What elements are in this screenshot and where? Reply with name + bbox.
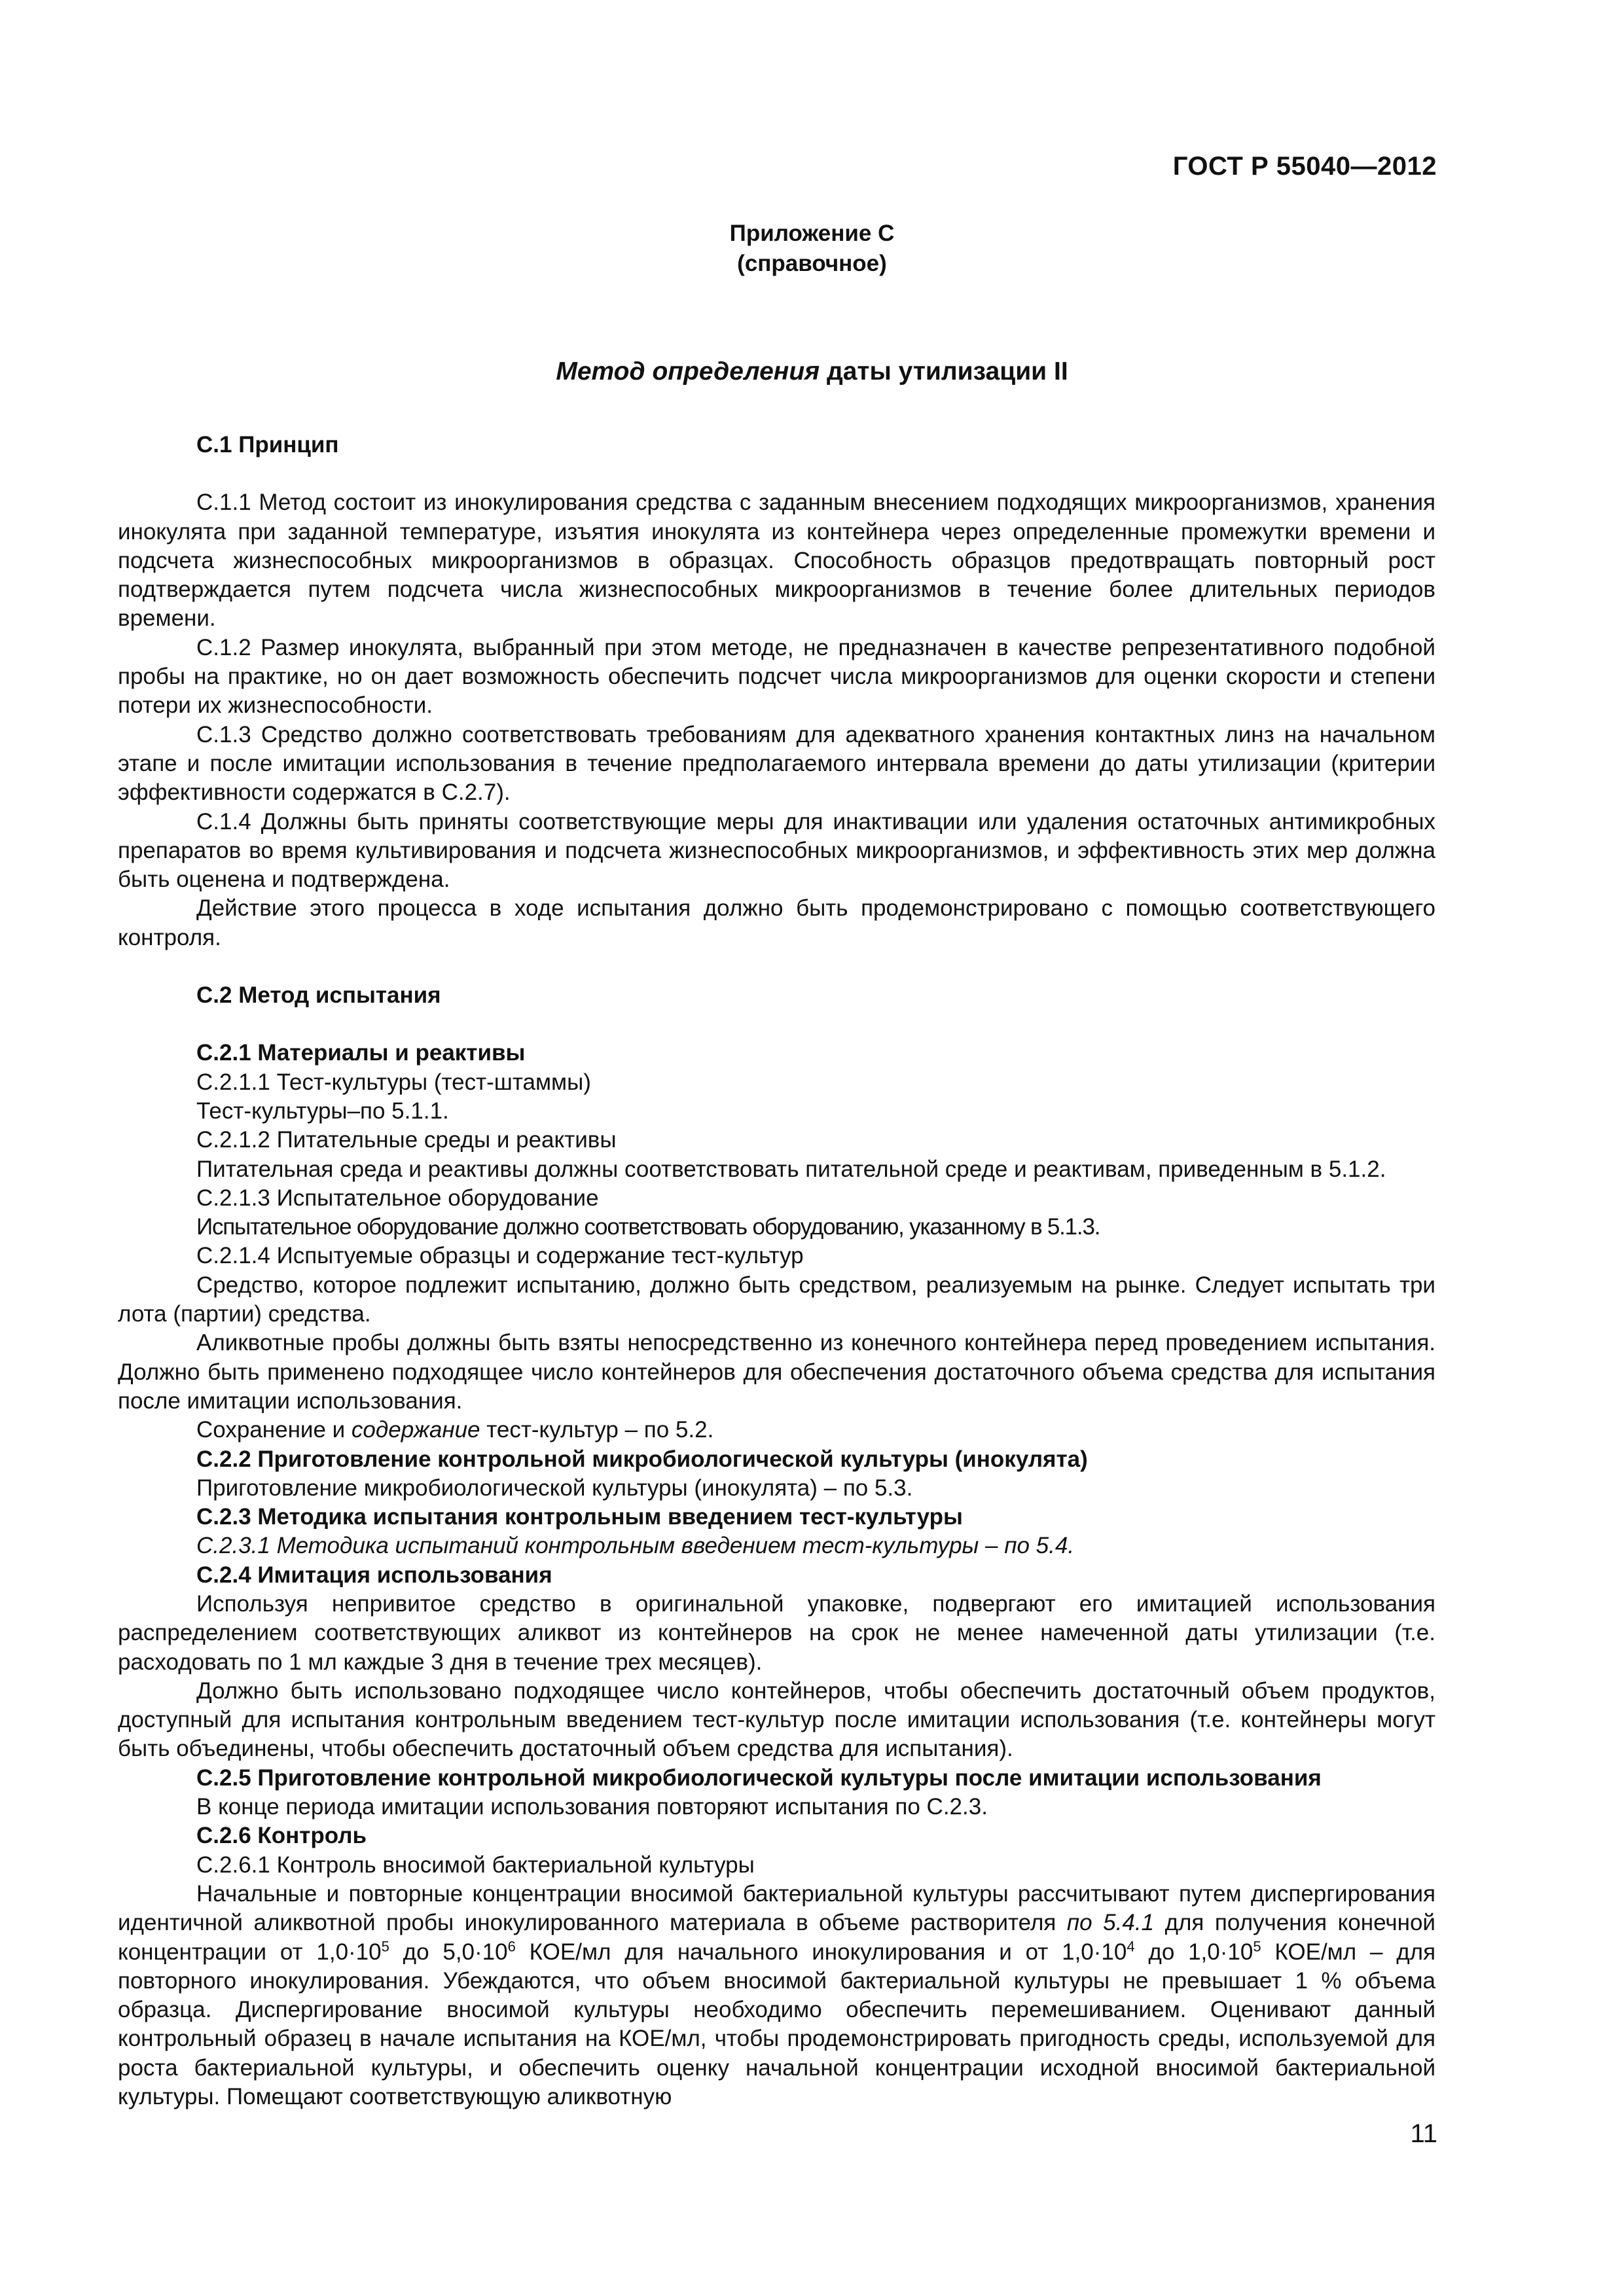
paragraph: С.1.1 Метод состоит из инокулирования средства с заданным внесением подходящих микроорганизмов, хранения инокулята при заданной температуре, изъятия инокулята из контейнера через определенные промежутки времени и подсчета жизнеспособных микроорганизмов в образцах. Способность образцов предотвращать повторный рост подтверждается путем подсчета числа жизнеспособных микроорганизмов в течение более длительных периодов времени. [118,490,1435,632]
section-heading: С.2 Метод испытания [196,982,441,1009]
appendix-type: (справочное) [737,251,887,276]
paragraph: С.1.2 Размер инокулята, выбранный при этом методе, не предназначен в качестве репрезентативного подобной пробы на практике, но он дает возможность обеспечить подсчет числа микроорганизмов для оценки скорости и степени потери их жизнеспособности. [118,634,1435,719]
section-heading: С.1 Принцип [196,432,339,457]
paragraph: Должно быть использовано подходящее число контейнеров, чтобы обеспечить достаточный объем продуктов, доступный для испытания контрольным введением тест-культур после имитации использования (т.е. контейнеры могут быть объединены, чтобы обеспечить достаточный объем средства для испытания). [118,1677,1435,1762]
title-rest: даты утилизации II [820,357,1068,386]
clause-heading: С.2.6.1 Контроль вносимой бактериальной культуры [196,1852,755,1878]
clause-heading: С.2.1.2 Питательные среды и реактивы [196,1127,617,1153]
appendix-label [0,219,1624,279]
clause-text: Приготовление микробиологической культуры (инокулята) – по 5.3. [196,1475,913,1501]
paragraph: Средство, которое подлежит испытанию, должно быть средством, реализуемым на рынке. Следует испытать три лота (партии) средства. [118,1272,1435,1327]
clause-heading: С.2.1.1 Тест-культуры (тест-штаммы) [196,1069,591,1095]
body-content [118,431,1435,2111]
subsection-heading: С.2.3 Методика испытания контрольным введением тест-культуры [196,1504,963,1530]
appendix-title [0,357,1624,386]
clause-text: С.2.3.1 Методика испытаний контрольным введением тест-культуры – по 5.4. [196,1533,1075,1559]
clause-heading: С.2.1.4 Испытуемые образцы и содержание тест-культур [196,1243,804,1269]
clause-heading: С.2.1.3 Испытательное оборудование [196,1185,599,1211]
title-italic-part: Метод определения [556,357,820,386]
document-code: ГОСТ Р 55040—2012 [1172,152,1437,181]
clause-text: Тест-культуры–по 5.1.1. [196,1098,449,1124]
clause-text: Сохранение и содержание тест-культур – по 5.2. [196,1417,714,1443]
paragraph: С.1.3 Средство должно соответствовать требованиям для адекватного хранения контактных линз на начальном этапе и после имитации использования в течение предполагаемого интервала времени до даты утилизации (критерии эффективности содержатся в С.2.7). [118,721,1435,806]
appendix-line: Приложение С [729,221,895,246]
subsection-heading: С.2.5 Приготовление контрольной микробиологической культуры после имитации использования [196,1765,1322,1791]
clause-text: В конце периода имитации использования повторяют испытания по С.2.3. [196,1794,988,1820]
paragraph: Аликвотные пробы должны быть взяты непосредственно из конечного контейнера перед проведением испытания. Должно быть применено подходящее число контейнеров для обеспечения достаточного объема средства для испытания после имитации использования. [118,1330,1435,1414]
subsection-heading: С.2.4 Имитация использования [196,1562,552,1588]
subsection-heading: С.2.1 Материалы и реактивы [196,1040,526,1066]
paragraph: Действие этого процесса в ходе испытания должно быть продемонстрировано с помощью соответствующего контроля. [118,895,1435,950]
page-number: 11 [1410,2119,1437,2148]
subsection-heading: С.2.6 Контроль [196,1823,367,1849]
paragraph: Используя непривитое средство в оригинальной упаковке, подвергают его имитацией использования распределением соответствующих аликвот из контейнеров на срок не менее намеченной даты утилизации (т.е. расходовать по 1 мл каждые 3 дня в течение трех месяцев). [118,1590,1435,1675]
clause-text: Испытательное оборудование должно соответствовать оборудованию, указанному в 5.1.3. [196,1214,1100,1240]
paragraph: Питательная среда и реактивы должны соответствовать питательной среде и реактивам, приведенным в 5.1.2. [196,1156,1386,1182]
paragraph: С.1.4 Должны быть приняты соответствующие меры для инактивации или удаления остаточных антимикробных препаратов во время культивирования и подсчета жизнеспособных микроорганизмов, и эффективность этих мер должна быть оценена и подтверждена. [118,808,1435,893]
subsection-heading: С.2.2 Приготовление контрольной микробиологической культуры (инокулята) [196,1446,1088,1472]
paragraph: Начальные и повторные концентрации вносимой бактериальной культуры рассчитывают путем диспергирования идентичной аликвотной пробы инокулированного материала в объеме растворителя по 5.4.1 для получения конечной концентрации от $1,0\cdot 10^5$ до $5,0\cdot 10^6$ КОЕ/мл для начального инокулирования и от $1,0\cdot 10^4$ до $1,0\cdot 10^5$ КОЕ/мл – для повторного инокулирования. Убеждаются, что объем вносимой бактериальной культуры не превышает 1 % объема образца. Диспергирование вносимой культуры необходимо обеспечить перемешиванием. Оценивают данный контрольный образец в начале испытания на КОЕ/мл, чтобы продемонстрировать пригодность среды, используемой для роста бактериальной культуры, и обеспечить оценку начальной концентрации исходной вносимой бактериальной культуры. Помещают соответствующую аликвотную [118,1880,1436,2110]
